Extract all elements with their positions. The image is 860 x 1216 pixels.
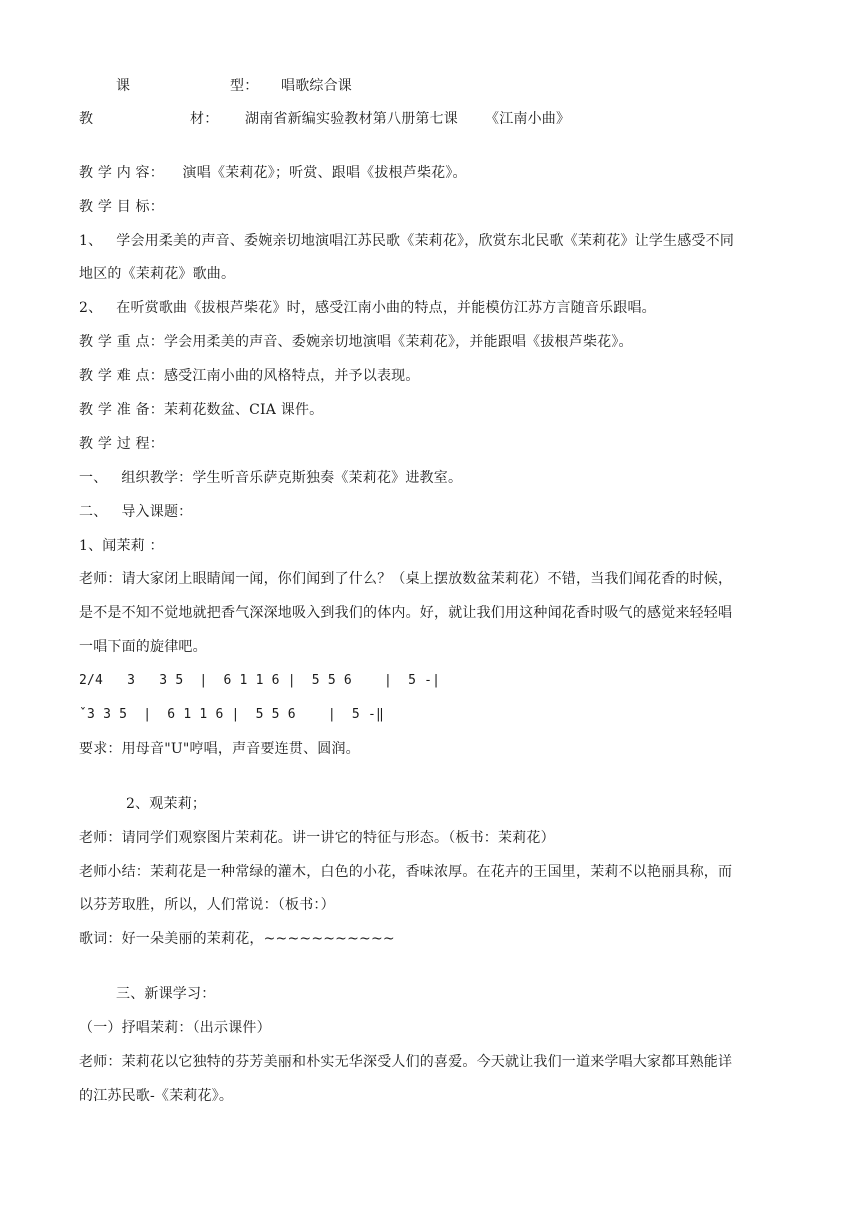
step-2: 二、 导入课题： xyxy=(79,504,193,520)
teaching-content: 教 学 内 容： 演唱《茉莉花》；听赏、跟唱《拔根芦柴花》。 xyxy=(79,165,467,181)
summary-line-a: 老师小结：茉莉花是一种常绿的灌木，白色的小花，香味浓厚。在花卉的王国里，茉莉不以艳丽具称，而 xyxy=(79,864,733,880)
smell-title: 1、闻茉莉 ： xyxy=(79,538,164,554)
requirement: 要求：用母音"U"哼唱，声音要连贯、圆润。 xyxy=(79,741,360,757)
difficulty: 教 学 难 点：感受江南小曲的风格特点，并予以表现。 xyxy=(79,368,420,384)
teacher-1-line-a: 老师：请大家闭上眼睛闻一闻，你们闻到了什么？（桌上摆放数盆茉莉花）不错，当我们闻花香的时候， xyxy=(79,571,733,587)
type-value: 唱歌综合课 xyxy=(281,78,352,94)
sub-section-1: （一）抒唱茉莉：（出示课件） xyxy=(79,1020,271,1036)
summary-line-b: 以芬芳取胜，所以，人们常说：（板书：） xyxy=(79,897,335,913)
teacher-1-line-b: 是不是不知不觉地就把香气深深地吸入到我们的体内。好，就让我们用这种闻花香时吸气的感觉来轻轻唱 xyxy=(79,605,733,621)
teacher-3-line-a: 老师：茉莉花以它独特的芬芳美丽和朴实无华深受人们的喜爱。今天就让我们一道来学唱大家都耳熟能详 xyxy=(79,1054,733,1070)
observe-title: 2、观茉莉； xyxy=(126,796,207,812)
score-line-2: ˇ3 3 5 | 6 1 1 6 | 5 5 6 | 5 -‖ xyxy=(79,707,385,722)
process-title: 教 学 过 程： xyxy=(79,436,164,452)
step-1: 一、 组织教学：学生听音乐萨克斯独奏《茉莉花》进教室。 xyxy=(79,470,463,486)
material-label-2: 材： xyxy=(190,111,219,127)
lyrics: 歌词：好一朵美丽的茉莉花，~~~~~~~~~~~ xyxy=(79,931,395,947)
material-label-1: 教 xyxy=(79,111,94,127)
goal-1-line-b: 地区的《茉莉花》歌曲。 xyxy=(79,266,236,282)
teacher-3-line-b: 的江苏民歌-《茉莉花》。 xyxy=(79,1088,234,1104)
teacher-1-line-c: 一唱下面的旋律吧。 xyxy=(79,639,207,655)
teacher-2: 老师：请同学们观察图片茉莉花。讲一讲它的特征与形态。（板书：茉莉花） xyxy=(79,830,555,846)
type-label-1: 课 xyxy=(116,78,131,94)
material-value: 湖南省新编实验教材第八册第七课 xyxy=(245,111,458,127)
goal-1-line-a: 1、 学会用柔美的声音、委婉亲切地演唱江苏民歌《茉莉花》，欣赏东北民歌《茉莉花》让学生感受不同 xyxy=(79,233,735,249)
teaching-goal-title: 教 学 目 标： xyxy=(79,199,164,215)
goal-2: 2、 在听赏歌曲《拔根芦柴花》时，感受江南小曲的特点，并能模仿江苏方言随音乐跟唱。 xyxy=(79,300,656,316)
material-title: 《江南小曲》 xyxy=(485,111,571,127)
preparation: 教 学 准 备：茉莉花数盆、CIA 课件。 xyxy=(79,402,324,418)
score-line-1: 2/4 3 3 5 | 6 1 1 6 | 5 5 6 | 5 -| xyxy=(79,673,441,688)
key-point: 教 学 重 点：学会用柔美的声音、委婉亲切地演唱《茉莉花》，并能跟唱《拔根芦柴花》。 xyxy=(79,334,633,350)
type-label-2: 型： xyxy=(230,78,259,94)
step-3: 三、新课学习： xyxy=(116,986,216,1002)
